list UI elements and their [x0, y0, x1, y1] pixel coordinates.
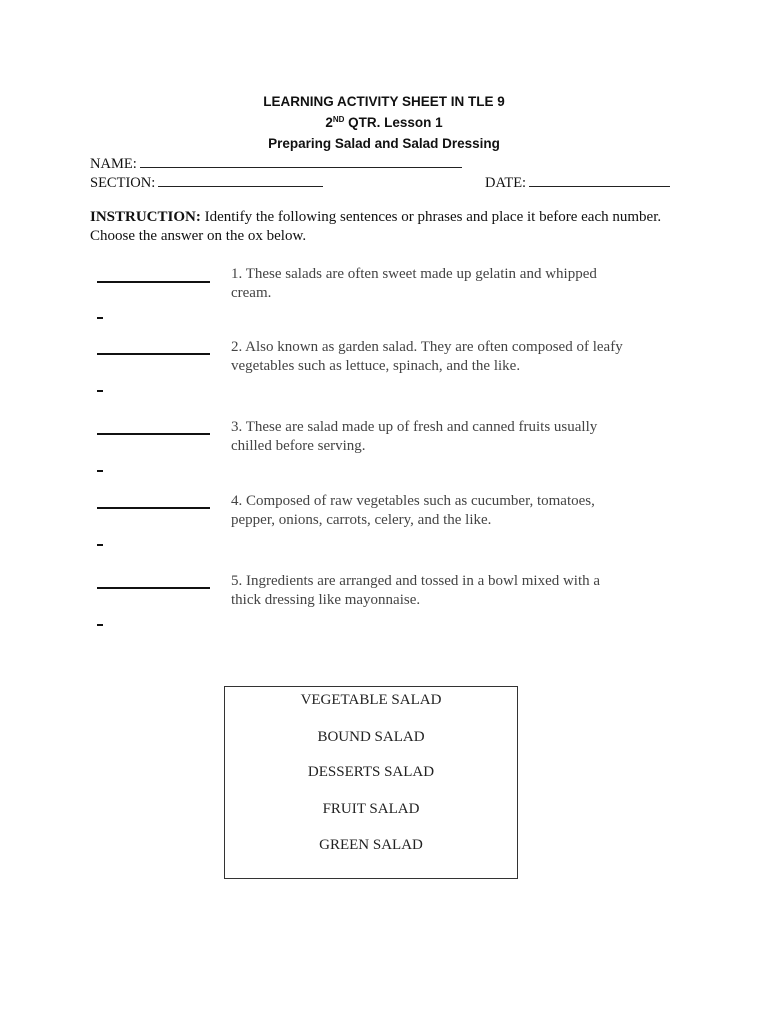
- choice-desserts-salad: DESSERTS SALAD: [307, 764, 435, 780]
- answer-dash-1: [97, 317, 103, 319]
- sheet-title: LEARNING ACTIVITY SHEET IN TLE 9: [263, 94, 505, 109]
- section-label: SECTION:: [90, 175, 156, 191]
- answer-dash-3: [97, 470, 103, 472]
- lesson-label: QTR. Lesson 1: [344, 115, 443, 130]
- name-field: [90, 154, 462, 173]
- choice-green-salad: GREEN SALAD: [319, 837, 423, 853]
- answer-blank-2[interactable]: [97, 353, 210, 355]
- instruction-text: Identify the following sentences or phrases and place it before each number. Choose the answer on the ox below.: [90, 209, 662, 244]
- date-blank[interactable]: [529, 173, 670, 187]
- lesson-title: Preparing Salad and Salad Dressing: [268, 136, 500, 151]
- answer-blank-4[interactable]: [97, 507, 210, 509]
- answer-blank-1[interactable]: [97, 281, 210, 283]
- answer-blank-3[interactable]: [97, 433, 210, 435]
- choice-vegetable-salad: VEGETABLE SALAD: [300, 692, 442, 708]
- item-2: 2. Also known as garden salad. They are often composed of leafy vegetables such as lettuce, spinach, and the like.: [231, 339, 623, 374]
- answer-dash-4: [97, 544, 103, 546]
- quarter-number: 2: [325, 115, 333, 130]
- item-5: 5. Ingredients are arranged and tossed in a bowl mixed with a thick dressing like mayonnaise.: [231, 573, 601, 608]
- answer-dash-2: [97, 390, 103, 392]
- choice-bound-salad: BOUND SALAD: [317, 729, 425, 745]
- quarter-lesson: [0, 115, 768, 130]
- choices-box: [224, 686, 518, 879]
- choice-fruit-salad: FRUIT SALAD: [322, 801, 420, 817]
- date-field: [485, 173, 670, 192]
- answer-dash-5: [97, 624, 103, 626]
- answer-blank-5[interactable]: [97, 587, 210, 589]
- name-label: NAME:: [90, 156, 137, 172]
- item-1: 1. These salads are often sweet made up gelatin and whipped cream.: [231, 266, 597, 301]
- section-blank[interactable]: [158, 173, 323, 187]
- quarter-suffix: ND: [332, 115, 345, 124]
- date-label: DATE:: [485, 175, 527, 191]
- section-field: [90, 173, 323, 192]
- name-blank[interactable]: [140, 154, 462, 168]
- item-3: 3. These are salad made up of fresh and canned fruits usually chilled before serving.: [231, 419, 598, 454]
- instruction: [90, 208, 690, 246]
- instruction-label: INSTRUCTION:: [90, 209, 201, 225]
- item-4: 4. Composed of raw vegetables such as cucumber, tomatoes, pepper, onions, carrots, celery, and the like.: [231, 493, 595, 528]
